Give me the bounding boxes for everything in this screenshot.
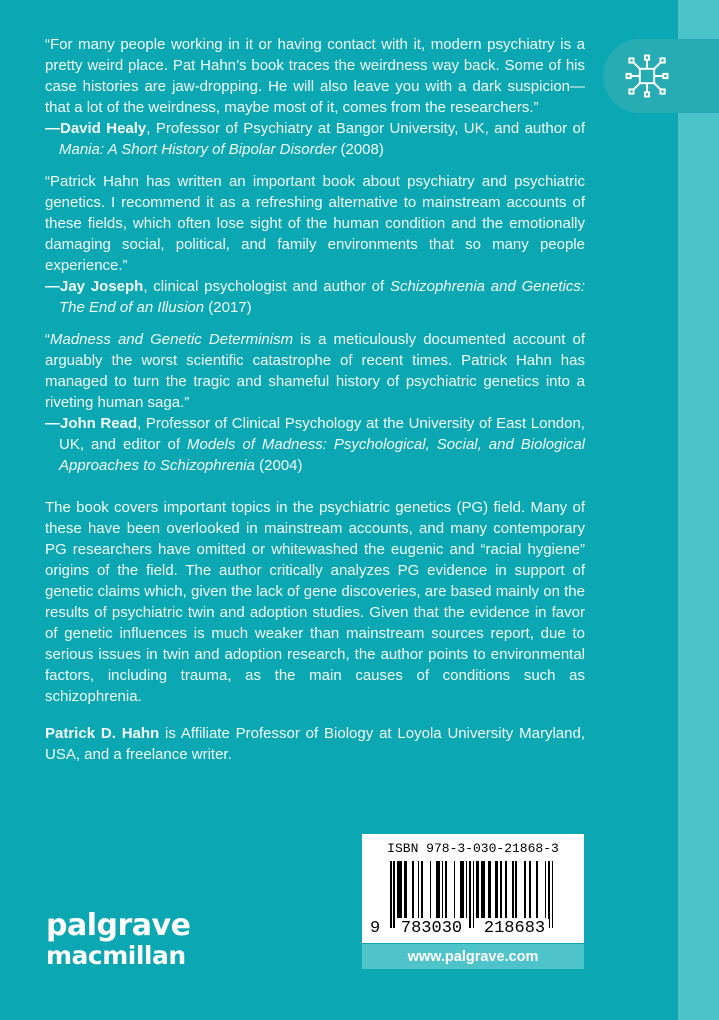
network-hub-icon (624, 53, 670, 99)
barcode-digit-group1: 783030 (397, 919, 466, 938)
endorsement-quote-3 (45, 329, 585, 476)
back-cover-text (45, 34, 585, 765)
barcode-digit-lead: 9 (370, 919, 381, 938)
barcode-digit-group2: 218683 (480, 919, 549, 938)
quote-attribution: —Jay Joseph, clinical psychologist and author of Schizophrenia and Genetics: The End of an Illusion (2017) (45, 278, 585, 316)
isbn-barcode-block (362, 834, 584, 943)
isbn-number: ISBN 978-3-030-21868-3 (387, 841, 559, 856)
quote-attribution: —John Read, Professor of Clinical Psychology at the University of East London, UK, and editor of Models of Madness: Psychological, Social, and Biological Approaches to Schizophrenia (2004) (45, 415, 585, 474)
quote-text: “Patrick Hahn has written an important book about psychiatry and psychiatric genetics. I recommend it as a refreshing alternative to mainstream accounts of these fields, which often lose sight of the human condition and the emotionally damaging social, political, and family environments that so many people experience.” (45, 173, 585, 274)
quote-text: “For many people working in it or having contact with it, modern psychiatry is a pretty weird place. Pat Hahn’s book traces the weirdness way back. Some of his case histories are jaw-dropping. He will also leave you with a dark suspicion—that a lot of the weirdness, maybe most of it, comes from the researchers.” (45, 36, 585, 116)
author-name: Patrick D. Hahn (45, 725, 160, 742)
book-description: The book covers important topics in the psychiatric genetics (PG) field. Many of these have been overlooked in mainstream accounts, and many contemporary PG researchers have omitted or whitewashed the eugenic and “racial hygiene” origins of the field. The author critically analyzes PG evidence in support of genetic claims which, given the lack of gene discoveries, are based mainly on the results of psychiatric twin and adoption studies. Given that the evidence in favor of genetic influences is much weaker than mainstream sources report, due to serious issues in twin and adoption research, the author points to environmental factors, including trauma, as the main causes of conditions such as schizophrenia. (45, 499, 585, 705)
publisher-name-line1: palgrave (46, 908, 191, 943)
publisher-wordmark (46, 908, 191, 970)
endorsement-quote-2 (45, 171, 585, 318)
publisher-website: www.palgrave.com (362, 944, 584, 969)
right-edge-band (678, 0, 719, 1020)
quote-attribution: —David Healy, Professor of Psychiatry at Bangor University, UK, and author of Mania: A Short History of Bipolar Disorder (2008) (45, 120, 586, 158)
publisher-name-line2: macmillan (46, 941, 186, 970)
quote-text: “Madness and Genetic Determinism is a meticulously documented account of arguably the worst scientific catastrophe of recent times. Patrick Hahn has managed to turn the tragic and shameful history of psychiatric genetics into a riveting human saga.” (45, 331, 585, 411)
author-bio: Patrick D. Hahn is Affiliate Professor of Biology at Loyola University Maryland, USA, and a freelance writer. (45, 725, 585, 763)
publisher-logo-tab (603, 39, 719, 113)
endorsement-quote-1 (45, 34, 585, 160)
